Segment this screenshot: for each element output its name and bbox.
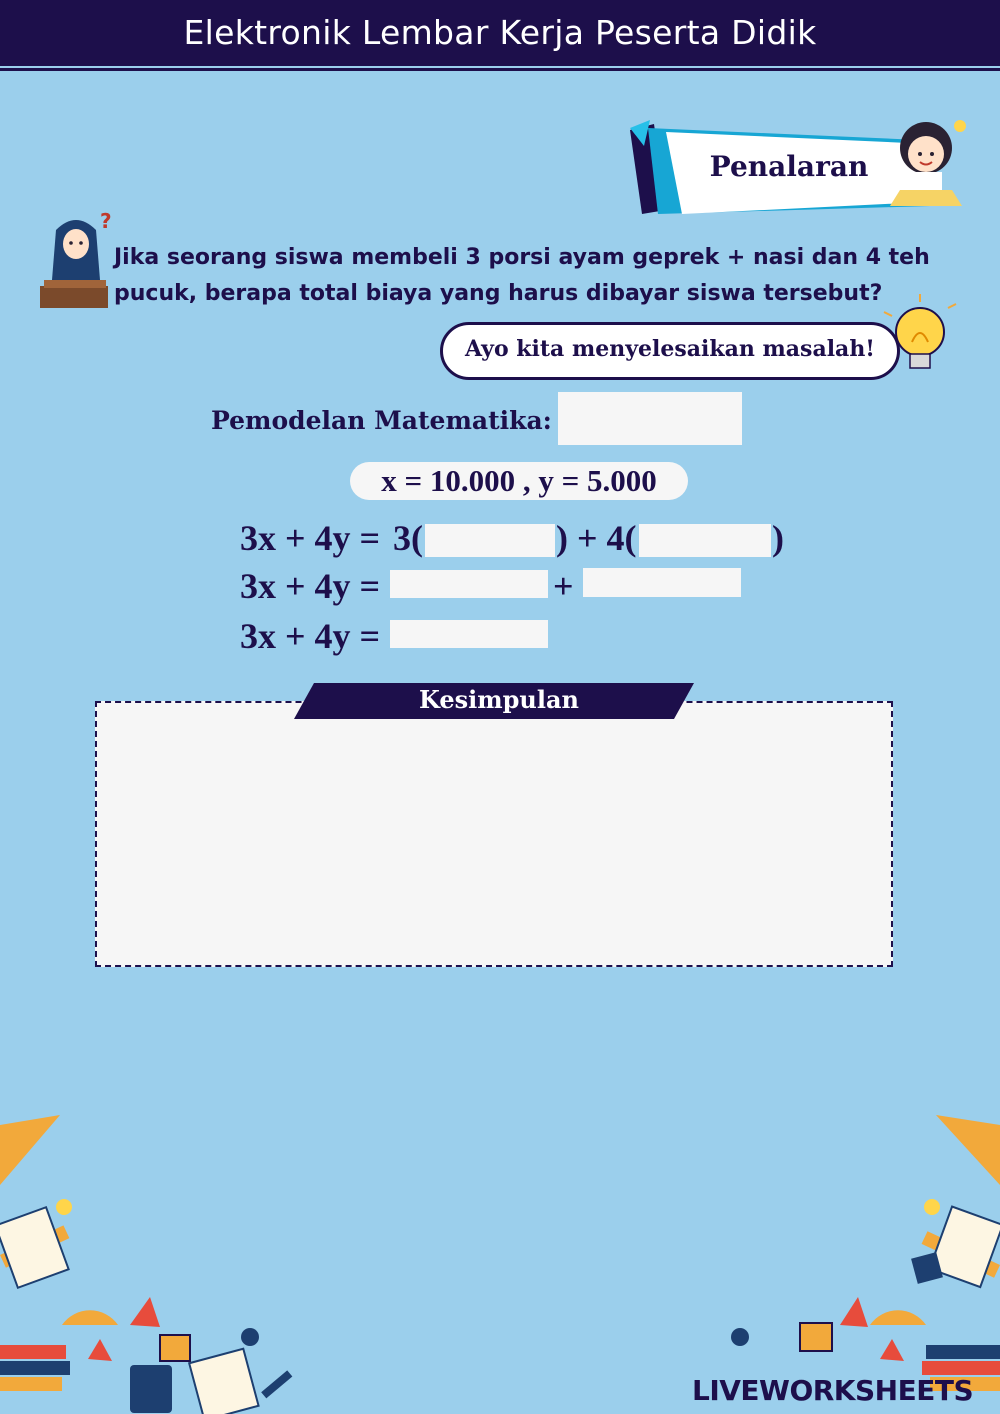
header-divider: [0, 68, 1000, 71]
row2-input-b[interactable]: [583, 568, 741, 597]
page-header: Elektronik Lembar Kerja Peserta Didik: [0, 0, 1000, 66]
question-text: Jika seorang siswa membeli 3 porsi ayam geprek + nasi dan 4 teh pucuk, berapa total biaya yang harus dibayar siswa tersebut?: [114, 245, 930, 306]
row2-input-a[interactable]: [390, 570, 548, 598]
girl-reading-icon: [880, 112, 970, 212]
girl-thinking-icon: [40, 210, 116, 310]
equation-open-1: 3(: [393, 518, 423, 558]
math-tools-decoration-right: [700, 1115, 1000, 1414]
equation-join-1: ) + 4(: [556, 518, 637, 558]
watermark: LIVEWORKSHEETS: [692, 1374, 974, 1407]
row3-input-total[interactable]: [390, 620, 548, 648]
equation-lhs-3: 3x + 4y =: [240, 616, 381, 656]
svg-text:?: ?: [100, 210, 112, 233]
math-tools-decoration: [0, 1115, 300, 1414]
conclusion-title: Kesimpulan: [419, 685, 579, 714]
equation-lhs-1: 3x + 4y =: [240, 518, 381, 558]
model-label: Pemodelan Matematika:: [211, 406, 552, 435]
given-values: x = 10.000 , y = 5.000: [350, 462, 688, 500]
model-input[interactable]: [558, 392, 742, 445]
equation-lhs-2: 3x + 4y =: [240, 566, 381, 606]
equation-plus-2: +: [553, 566, 574, 606]
row1-input-x[interactable]: [425, 524, 555, 557]
prompt-text: Ayo kita menyelesaikan masalah!: [465, 336, 875, 362]
lightbulb-icon: [880, 294, 960, 384]
row1-input-y[interactable]: [639, 524, 771, 557]
conclusion-textarea[interactable]: [95, 701, 893, 967]
equation-close-1: ): [772, 518, 784, 558]
section-title: Penalaran: [709, 150, 869, 183]
